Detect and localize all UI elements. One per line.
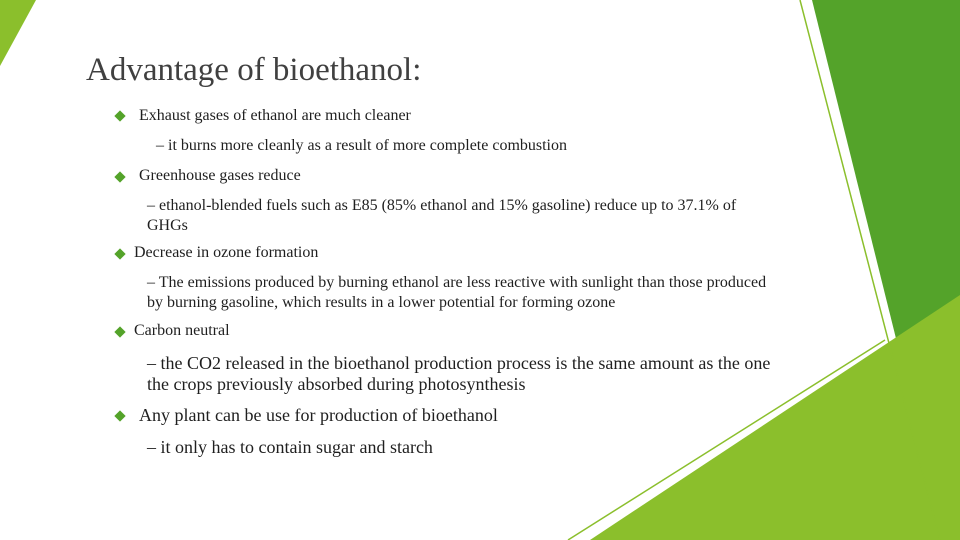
bullet-3-text: Decrease in ozone formation <box>134 244 319 261</box>
bottom-right-light-green-triangle <box>590 295 960 540</box>
bullet-2-sub-line-1: – ethanol-blended fuels such as E85 (85% ethanol and 15% gasoline) reduce up to 37.1% of <box>147 197 737 214</box>
bullet-1-text: Exhaust gases of ethanol are much cleaner <box>139 107 411 124</box>
bullet-3-sub-line-1: – The emissions produced by burning ethanol are less reactive with sunlight than those produced <box>147 274 767 291</box>
slide-title: Advantage of bioethanol: <box>86 52 422 88</box>
bullet-4-text: Carbon neutral <box>134 322 230 339</box>
bullet-5-text: Any plant can be use for production of bioethanol <box>139 405 498 425</box>
bullet-2-text: Greenhouse gases reduce <box>139 167 301 184</box>
bullet-2-sub-line-2: GHGs <box>147 217 188 234</box>
bullet-4-sub-line-1: – the CO2 released in the bioethanol production process is the same amount as the one <box>147 353 771 373</box>
bullet-3-sub-line-2: by burning gasoline, which results in a lower potential for forming ozone <box>147 294 616 311</box>
bullet-5-sub-line-1: – it only has to contain sugar and starch <box>147 437 433 457</box>
bullet-4-sub-line-2: the crops previously absorbed during photosynthesis <box>147 374 526 394</box>
left-green-bar <box>0 0 36 66</box>
bullet-1-sub-line-1: – it burns more cleanly as a result of more complete combustion <box>156 137 567 154</box>
